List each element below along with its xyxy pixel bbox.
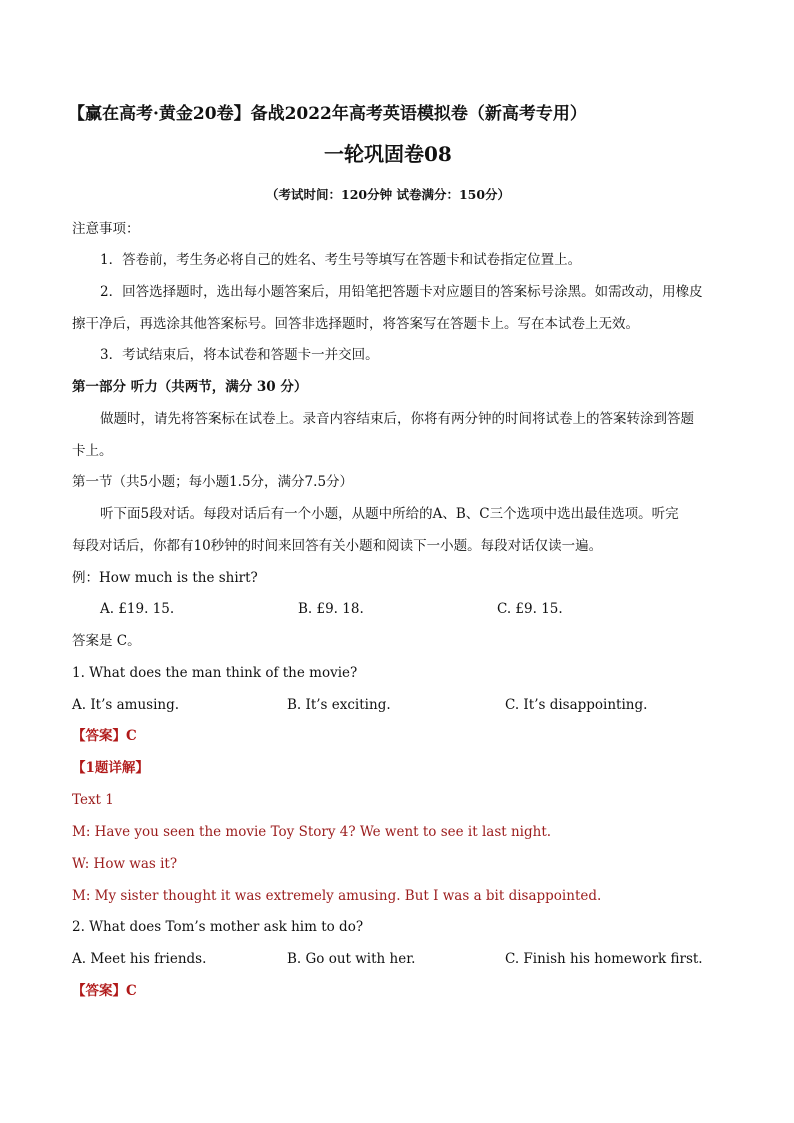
notice-item-2-line1: 2．回答选择题时，选出每小题答案后，用铅笔把答题卡对应题目的答案标号涂黑。如需改动，用橡皮 bbox=[100, 284, 703, 300]
q1-dialog-line: M: Have you seen the movie Toy Story 4? We went to see it last night. bbox=[72, 824, 552, 840]
document-title: 【赢在高考·黄金20卷】备战2022年高考英语模拟卷（新高考专用） bbox=[68, 104, 587, 124]
q2-answer: 【答案】C bbox=[72, 983, 137, 999]
example-answer: 答案是 C。 bbox=[72, 633, 141, 649]
q1-question: 1. What does the man think of the movie? bbox=[72, 665, 358, 681]
example-option-a: A. £19. 15. bbox=[100, 601, 175, 617]
section1-line1: 听下面5段对话。每段对话后有一个小题，从题中所给的A、B、C三个选项中选出最佳选项。听完 bbox=[100, 506, 679, 522]
notice-item-1: 1．答卷前，考生务必将自己的姓名、考生号等填写在答题卡和试卷指定位置上。 bbox=[100, 252, 582, 268]
q1-answer: 【答案】C bbox=[72, 728, 137, 744]
q1-option-c: C. It’s disappointing. bbox=[505, 697, 648, 713]
notice-heading: 注意事项： bbox=[72, 221, 140, 237]
q2-option-b: B. Go out with her. bbox=[287, 951, 416, 967]
notice-item-2-line2: 擦干净后，再选涂其他答案标号。回答非选择题时，将答案写在答题卡上。写在本试卷上无效。 bbox=[72, 316, 639, 332]
q1-detail-heading: 【1题详解】 bbox=[72, 760, 149, 776]
section1-line2: 每段对话后，你都有10秒钟的时间来回答有关小题和阅读下一小题。每段对话仅读一遍。 bbox=[72, 538, 603, 554]
section1-heading: 第一节（共5小题；每小题1.5分，满分7.5分） bbox=[72, 474, 354, 490]
q1-option-a: A. It’s amusing. bbox=[72, 697, 180, 713]
q1-dialog-line: W: How was it? bbox=[72, 856, 178, 872]
example-question: 例：How much is the shirt? bbox=[72, 570, 258, 586]
q2-option-c: C. Finish his homework first. bbox=[505, 951, 703, 967]
q1-text-label: Text 1 bbox=[72, 792, 114, 808]
example-option-c: C. £9. 15. bbox=[497, 601, 563, 617]
part1-heading: 第一部分 听力（共两节，满分 30 分） bbox=[72, 379, 308, 395]
exam-meta: （考试时间：120分钟 试卷满分：150分） bbox=[266, 187, 511, 202]
notice-item-3: 3．考试结束后，将本试卷和答题卡一并交回。 bbox=[100, 347, 379, 363]
example-option-b: B. £9. 18. bbox=[298, 601, 364, 617]
part1-intro-line1: 做题时，请先将答案标在试卷上。录音内容结束后，你将有两分钟的时间将试卷上的答案转涂到答题 bbox=[100, 411, 694, 427]
q1-dialog-line: M: My sister thought it was extremely amusing. But I was a bit disappointed. bbox=[72, 888, 602, 904]
q2-question: 2. What does Tom’s mother ask him to do? bbox=[72, 919, 364, 935]
q1-option-b: B. It’s exciting. bbox=[287, 697, 391, 713]
part1-intro-line2: 卡上。 bbox=[72, 443, 113, 459]
document-subtitle: 一轮巩固卷08 bbox=[324, 142, 452, 166]
q2-option-a: A. Meet his friends. bbox=[72, 951, 207, 967]
